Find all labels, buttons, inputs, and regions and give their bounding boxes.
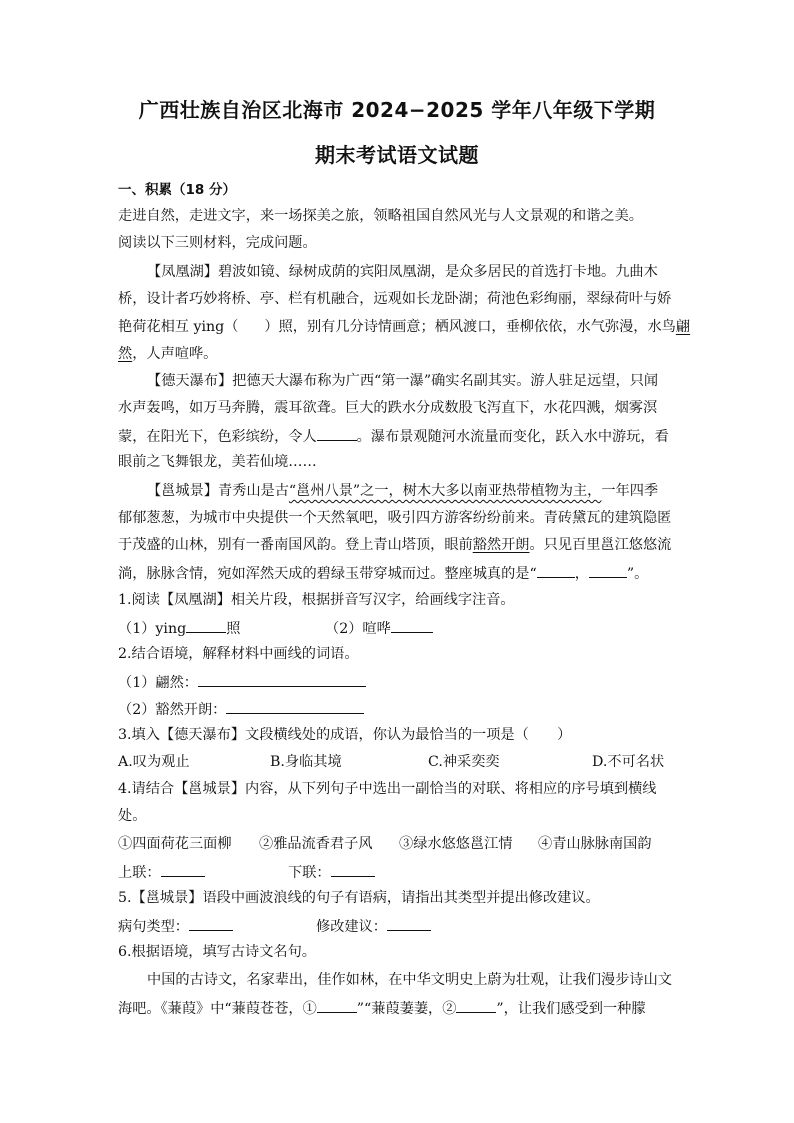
q6-paragraph-line2: 海吧。《蒹葭》中“蒹葭苍苍，① ”“蒹葭萋萋，② ”，让我们感受到一种朦 bbox=[118, 997, 678, 1019]
q4-option-3: ③绿水悠悠邕江情 bbox=[399, 836, 513, 852]
q4-lower-blank[interactable] bbox=[331, 861, 375, 877]
q3-option-d[interactable]: D.不可名状 bbox=[592, 754, 665, 770]
material-yongcheng-line2: 郁郁葱葱，为城市中央提供一个天然氧吧，吸引四方游客纷纷前来。青砖黛瓦的建筑隐匿 bbox=[118, 510, 672, 526]
q6-blank-1[interactable] bbox=[317, 997, 357, 1013]
material-yongcheng-line3: 于茂盛的山林，别有一番南国风韵。登上青山塔顶，眼前豁然开朗。只见百里邕江悠悠流 bbox=[118, 537, 672, 553]
material-fenghuang-line4: 然，人声喧哗。 bbox=[118, 346, 218, 362]
q5-advice-blank[interactable] bbox=[387, 915, 431, 931]
material-yongcheng-line4: 淌，脉脉含情，宛如浑然天成的碧绿玉带穿城而过。整座城真的是“ ， ”。 bbox=[118, 562, 678, 584]
q5-type-blank[interactable] bbox=[189, 915, 233, 931]
underlined-word-huoran: 豁然开朗 bbox=[472, 537, 530, 553]
q2-answer-1: （1）翩然： bbox=[118, 671, 678, 693]
q4-option-1: ①四面荷花三面柳 bbox=[118, 836, 232, 852]
q1-stem: 1.阅读【凤凰湖】相关片段，根据拼音写汉字，给画线字注音。 bbox=[118, 592, 515, 608]
q4-stem-line1: 4.请结合【邕城景】内容，从下列句子中选出一副恰当的对联、将相应的序号填到横线 bbox=[118, 781, 657, 797]
q4-upper-blank[interactable] bbox=[161, 861, 205, 877]
q6-stem: 6.根据语境，填写古诗文名句。 bbox=[118, 944, 316, 960]
material-fenghuang-line1: 【凤凰湖】碧波如镜、绿树成荫的宾阳凤凰湖，是众多居民的首选打卡地。九曲木 bbox=[147, 264, 658, 280]
material-detian-line1: 【德天瀑布】把德天大瀑布称为广西“第一瀑”确实名副其实。游人驻足远望，只闻 bbox=[147, 373, 659, 389]
q1-blank-2[interactable] bbox=[391, 617, 433, 633]
section-intro-2: 阅读以下三则材料，完成问题。 bbox=[118, 235, 317, 251]
q4-stem-line2: 处。 bbox=[118, 808, 147, 824]
q5-stem: 5.【邕城景】语段中画波浪线的句子有语病，请指出其类型并提出修改建议。 bbox=[118, 890, 600, 906]
underlined-char-pian: 翩 bbox=[675, 319, 691, 335]
q2-blank-1[interactable] bbox=[198, 671, 366, 687]
material-detian-line2: 水声轰鸣，如万马奔腾，震耳欲聋。巨大的跌水分成数股飞泻直下，水花四溅，烟雾溟 bbox=[118, 400, 658, 416]
section-heading: 一、积累（18 分） bbox=[118, 182, 236, 198]
section-intro-1: 走进自然，走进文字，来一场探美之旅，领略祖国自然风光与人文景观的和谐之美。 bbox=[118, 208, 643, 224]
q1-blank-1[interactable] bbox=[186, 617, 226, 633]
q6-blank-2[interactable] bbox=[456, 997, 496, 1013]
q3-option-b[interactable]: B.身临其境 bbox=[270, 754, 342, 770]
exam-title-line2: 期末考试语文试题 bbox=[315, 143, 479, 167]
q3-option-a[interactable]: A.叹为观止 bbox=[118, 754, 190, 770]
material-yongcheng-line1: 【邕城景】青秀山是古“邕州八景”之一，树木大多以南亚热带植物为主，一年四季 bbox=[147, 483, 659, 499]
material-fenghuang-line2: 桥，设计者巧妙将桥、亭、栏有机融合，远观如长龙卧湖；荷池色彩绚丽，翠绿荷叶与娇 bbox=[118, 291, 672, 307]
q2-answer-2: （2）豁然开朗： bbox=[118, 698, 678, 720]
couplet-blank-1[interactable] bbox=[537, 562, 575, 578]
q2-stem: 2.结合语境，解释材料中画线的词语。 bbox=[118, 646, 359, 662]
exam-page: 广西壮族自治区北海市 2024−2025 学年八年级下学期 期末考试语文试题 一、积累（18 分） 走进自然，走进文字，来一场探美之旅，领略祖国自然风光与人文景观的和谐之美。 阅读以下三则材料，完成问题。 【凤凰湖】碧波如镜、绿树成荫的宾阳凤凰湖，是众多居民的首选打卡地。九曲木 桥，设计者巧妙将桥、亭、栏有机融合，远观如长龙卧湖；荷池色彩绚丽，翠绿荷叶与娇 艳荷花相互 ying（ ）照，别有几分诗情画意；栖风渡口，垂柳依依，水气弥漫，水鸟翩 然，人声喧哗。 【德天瀑布】把德天大瀑布称为广西“第一瀑”确实名副其实。游人驻足远望，只闻 水声轰鸣，如万马奔腾，震耳欲聋。巨大的跌水分成数股飞泻直下，水花四溅，烟雾溟 蒙，在阳光下，色彩缤纷，令人 。瀑布景观随河水流量而变化，跃入水中游玩，看 眼前之飞舞银龙，美若仙境…… 【邕城景】青秀山是古“邕州八景”之一，树木大多以南亚热带植物为主，一年四季 郁郁葱葱，为城市中央提供一个天然氧吧，吸引四方游客纷纷前来。青砖黛瓦的建筑隐匿 于茂盛的山林，别有一番南国风韵。登上青山塔顶，眼前豁然开朗。只见百里邕江悠悠流 淌，脉脉含情，宛如浑然天成的碧绿玉带穿城而过。整座城真的是“ ， ”。 1.阅读【凤凰湖】相关片段，根据拼音写汉字，给画线字注音。 （1）ying 照 （2）喧哗 2.结合语境，解释材料中画线的词语。 （1）翩然： （2）豁然开朗： 3.填入【德天瀑布】文段横线处的成语，你认为最恰当的一项是（ ） A.叹为观止 B.身临其境 C.神采奕奕 D.不可名状 4.请结合【邕城景】内容，从下列句子中选出一副恰当的对联、将相应的序号填到横线 处。 ①四面荷花三面柳 ②雅品流香君子风 ③绿水悠悠邕江情 ④青山脉脉南国韵 上联： 下联： 5.【邕城景】语段中画波浪线的句子有语病，请指出其类型并提出修改建议。 病句类型： 修改建议： 6.根据语境，填写古诗文名句。 中国的古诗文，名家辈出，佳作如林，在中华文明史上蔚为壮观，让我们漫步诗山文 海吧。《蒹葭》中“蒹葭苍苍，① ”“蒹葭萋萋，② ”，让我们感受到一种朦 bbox=[0, 0, 794, 1123]
q3-option-c[interactable]: C.神采奕奕 bbox=[428, 754, 500, 770]
wavy-underlined-sentence: “邕州八景”之一，树木大多以南亚热带植物为主， bbox=[288, 483, 602, 499]
material-detian-line4: 眼前之飞舞银龙，美若仙境…… bbox=[118, 454, 317, 470]
exam-title-line1: 广西壮族自治区北海市 2024−2025 学年八年级下学期 bbox=[138, 98, 656, 122]
couplet-blank-2[interactable] bbox=[589, 562, 627, 578]
q3-stem: 3.填入【德天瀑布】文段横线处的成语，你认为最恰当的一项是（ ） bbox=[118, 727, 572, 743]
idiom-blank[interactable] bbox=[317, 425, 357, 441]
q4-option-4: ④青山脉脉南国韵 bbox=[538, 836, 652, 852]
q2-blank-2[interactable] bbox=[226, 698, 364, 714]
material-fenghuang-line3: 艳荷花相互 ying（ ）照，别有几分诗情画意；栖风渡口，垂柳依依，水气弥漫，水鸟翩 bbox=[118, 319, 691, 335]
material-detian-line3: 蒙，在阳光下，色彩缤纷，令人 。瀑布景观随河水流量而变化，跃入水中游玩，看 bbox=[118, 425, 678, 447]
q6-paragraph-line1: 中国的古诗文，名家辈出，佳作如林，在中华文明史上蔚为壮观，让我们漫步诗山文 bbox=[147, 972, 672, 988]
underlined-char-ran: 然 bbox=[118, 346, 133, 362]
q4-option-2: ②雅品流香君子风 bbox=[259, 836, 373, 852]
